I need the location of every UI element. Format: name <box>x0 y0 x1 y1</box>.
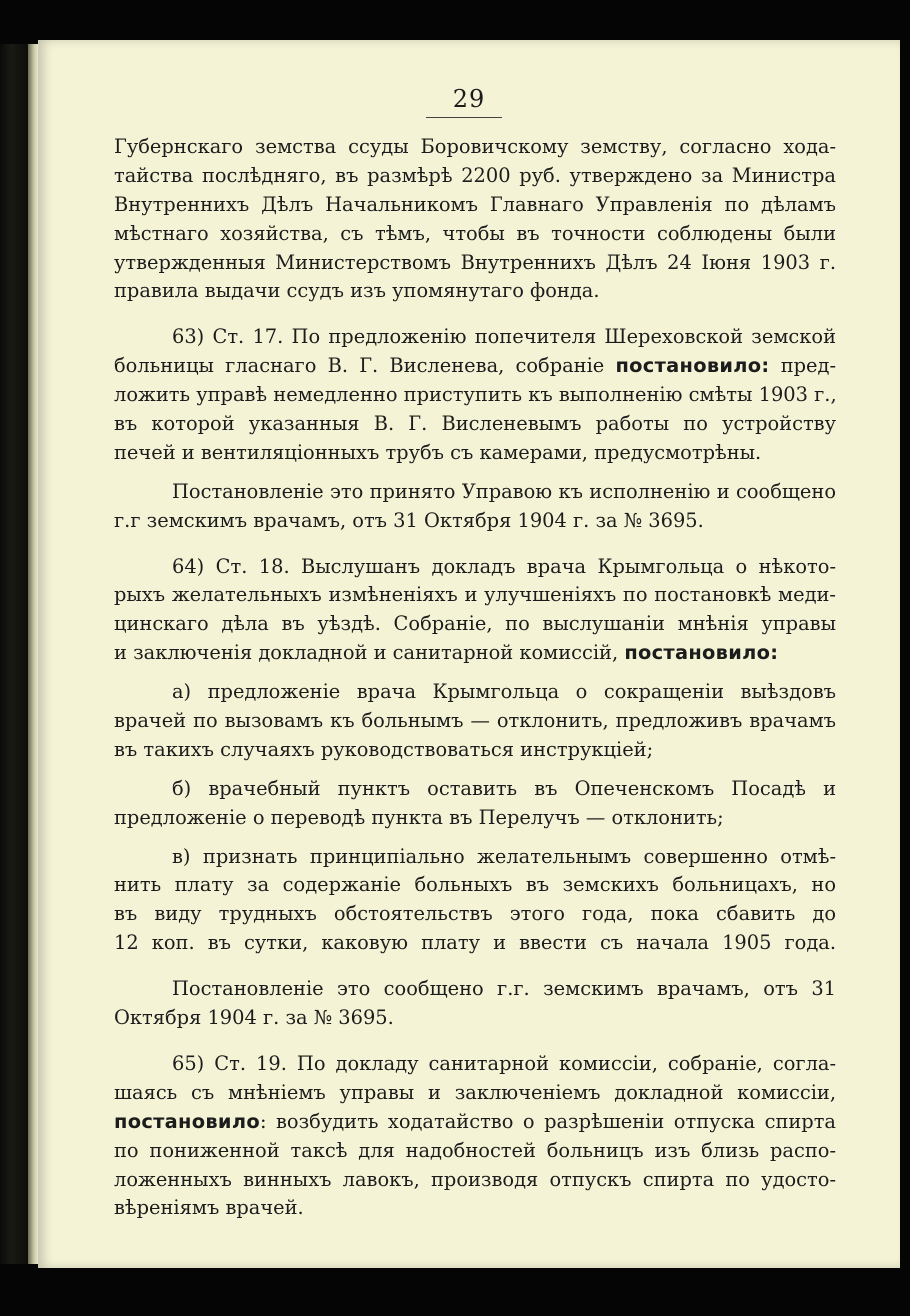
text-span: : возбудить ходатайство о разрѣшеніи отпуска спирта <box>259 1109 836 1133</box>
text-line: Постановленіе это сообщено г.г. земскимъ врачамъ, отъ 31 <box>172 977 836 1001</box>
text-line: 64) Ст. 18. Выслушанъ докладъ врача Крымгольца о нѣкото- <box>172 554 836 578</box>
text-line: шаясь съ мнѣніемъ управы и заключеніемъ докладной комиссіи, <box>114 1080 836 1104</box>
text-span: пред- <box>769 354 836 378</box>
text-line <box>114 352 836 381</box>
text-line: вѣреніямъ врачей. <box>114 1196 304 1220</box>
text-line: въ которой указанныя В. Г. Висленевымъ работы по устройству <box>114 412 836 436</box>
text-line: 12 коп. въ сутки, каковую плату и ввести съ начала 1905 года. <box>114 931 836 955</box>
resolution-keyword: постановило: <box>624 641 779 665</box>
text-line: Октября 1904 г. за № 3695. <box>114 1006 394 1030</box>
text-line: 63) Ст. 17. По предложенію попечителя Шереховской земской <box>172 325 836 349</box>
page-number: 29 <box>452 85 486 113</box>
text-line: рыхъ желательныхъ измѣненіяхъ и улучшеніяхъ по постановкѣ меди- <box>114 583 836 607</box>
text-line: утвержденныя Министерствомъ Внутреннихъ Дѣлъ 24 Іюня 1903 г. <box>114 250 836 274</box>
text-span: и заключенія докладной и санитарной комиссій, <box>114 641 625 665</box>
text-line <box>114 1108 836 1137</box>
text-line <box>114 639 836 668</box>
text-line: въ такихъ случаяхъ руководствоваться инструкціей; <box>114 737 654 761</box>
text-line: по пониженной таксѣ для надобностей больницъ изъ близь распо- <box>114 1138 836 1162</box>
text-line: ложить управѣ немедленно приступить къ выполненію смѣты 1903 г., <box>114 383 837 407</box>
text-line: Губернскаго земства ссуды Боровичскому земству, согласно хода- <box>114 135 836 158</box>
text-line: врачей по вызовамъ къ больнымъ — отклонить, предложивъ врачамъ <box>114 709 836 733</box>
text-line: ложенныхъ винныхъ лавокъ, производя отпускъ спирта по удосто- <box>114 1167 836 1191</box>
item-a <box>114 678 836 765</box>
paragraph-63 <box>114 323 836 467</box>
text-line: цинскаго дѣла въ уѣздѣ. Собраніе, по выслушаніи мнѣнія управы <box>114 612 836 636</box>
page-number-rule <box>426 117 502 118</box>
paragraph-64-note <box>114 975 836 1033</box>
document-page <box>38 40 900 1268</box>
page-text <box>114 133 836 1223</box>
item-c <box>114 843 836 959</box>
text-line: въ виду трудныхъ обстоятельствъ этого года, пока сбавить до <box>114 902 836 926</box>
left-page-edge <box>28 44 38 1264</box>
text-line: правила выдачи ссудъ изъ упомянутаго фонда. <box>114 279 600 303</box>
text-line: печей и вентиляціонныхъ трубъ съ камерами, предусмотрѣны. <box>114 440 762 464</box>
paragraph-intro <box>114 133 836 306</box>
text-line: нить плату за содержаніе больныхъ въ земскихъ больницахъ, но <box>114 873 836 897</box>
text-line: предложеніе о переводѣ пункта въ Перелучъ — отклонить; <box>114 805 724 829</box>
text-line: б) врачебный пунктъ оставить въ Опеченскомъ Посадѣ и <box>172 776 836 800</box>
text-line: Внутреннихъ Дѣлъ Начальникомъ Главнаго Управленія по дѣламъ <box>114 192 836 216</box>
resolution-keyword: постановило: <box>615 354 770 378</box>
text-line: г.г земскимъ врачамъ, отъ 31 Октября 1904 г. за № 3695. <box>114 508 704 532</box>
resolution-keyword: постановило <box>114 1109 260 1133</box>
text-line: в) признать принципіально желательнымъ совершенно отмѣ- <box>172 844 836 868</box>
paragraph-64 <box>114 553 836 669</box>
paragraph-65 <box>114 1050 836 1223</box>
item-b <box>114 775 836 833</box>
text-line: мѣстнаго хозяйства, съ тѣмъ, чтобы въ точности соблюдены были <box>114 221 836 245</box>
text-line: 65) Ст. 19. По докладу санитарной комиссіи, собраніе, согла- <box>172 1051 836 1075</box>
text-line: тайства послѣдняго, въ размѣрѣ 2200 руб. утверждено за Министра <box>114 163 836 187</box>
text-line: а) предложеніе врача Крымгольца о сокращеніи выѣздовъ <box>172 680 836 704</box>
text-span: больницы гласнаго В. Г. Висленева, собраніе <box>114 354 616 378</box>
book-spine <box>0 44 28 1264</box>
text-line: Постановленіе это принято Управою къ исполненію и сообщено <box>172 479 836 503</box>
paragraph-63-note <box>114 478 836 536</box>
